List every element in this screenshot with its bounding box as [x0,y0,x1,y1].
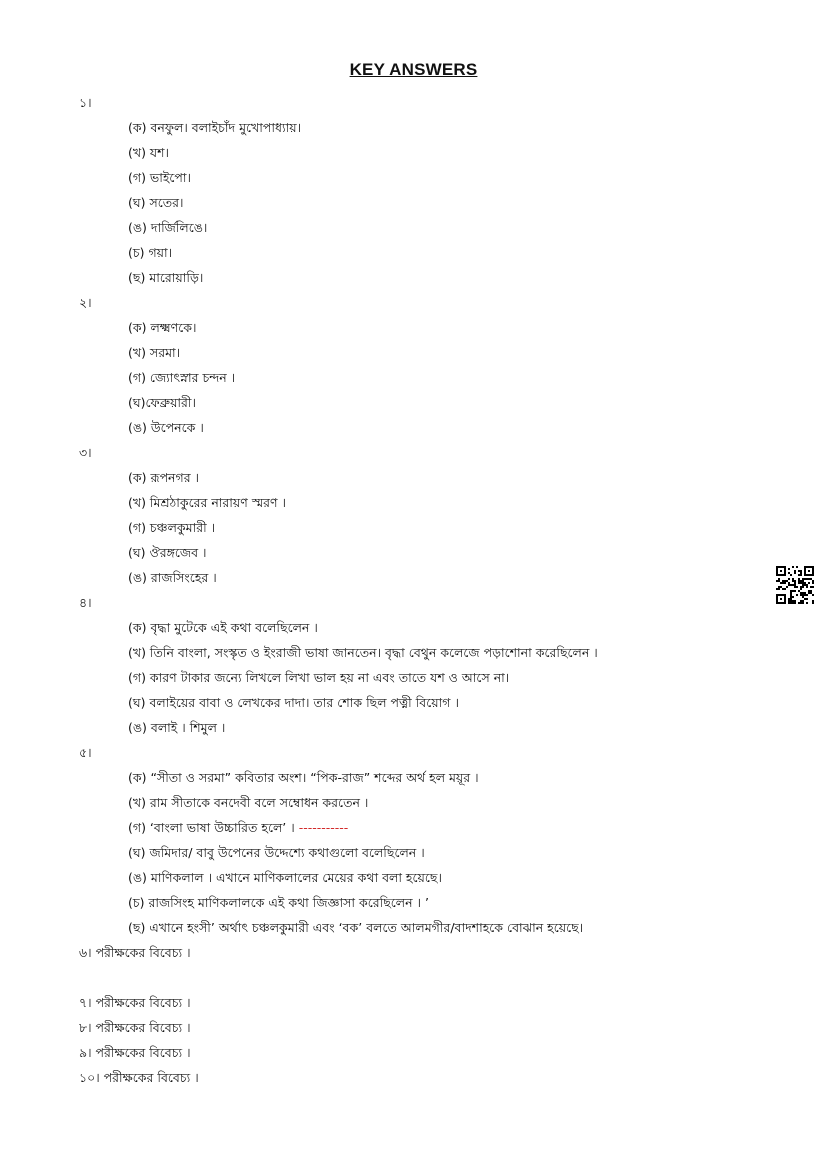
examiner-note: ৮। পরীক্ষকের বিবেচ্য । [79,1020,191,1035]
answer-item: (ক) বৃদ্ধা মুটেকে এই কথা বলেছিলেন । [128,620,318,635]
answer-item: (ঘ)ফেব্রুয়ারী। [128,395,196,410]
answer-item: (ক) লক্ষ্মণকে। [128,320,197,335]
qr-code-icon [776,566,814,604]
answer-item: (ঘ) জমিদার/ বাবু উপেনের উদ্দেশ্যে কথাগুলো বলেছিলেন । [128,845,425,860]
examiner-note: ১০। পরীক্ষকের বিবেচ্য । [79,1070,199,1085]
question-number: ১। [79,95,92,110]
answer-item: (ঘ) ঔরঙ্গজেব । [128,545,207,560]
answer-item: (ছ) এখানে হংসী’ অর্থাৎ চঞ্চলকুমারী এবং ‘বক’ বলতে আলমগীর/বাদশাহকে বোঝান হয়েছে। [128,920,584,935]
answer-item: (ক) বনফুল। বলাইচাঁদ মুখোপাধ্যায়। [128,120,302,135]
answer-item: (খ) সরমা। [128,345,181,360]
answer-item: (ঙ) মাণিকলাল । এখানে মাণিকলালের মেয়ের কথা বলা হয়েছে। [128,870,442,885]
answer-item: (খ) যশ। [128,145,170,160]
question-number: ৪। [79,595,92,610]
answer-item: (চ) রাজসিংহ মাণিকলালকে এই কথা জিজ্ঞাসা করেছিলেন । ’ [128,895,429,910]
answer-item: (ছ) মারোয়াড়ি। [128,270,204,285]
answer-item: (ঙ) দার্জিলিঙে। [128,220,208,235]
question-number: ২। [79,295,92,310]
answer-item: (গ) চঞ্চলকুমারী । [128,520,216,535]
page-title: KEY ANSWERS [349,60,478,79]
answer-item: (গ) ‘বাংলা ভাষা উচ্চারিত হলে’ । ----------- [128,820,349,835]
answer-item: (ক) “সীতা ও সরমা” কবিতার অংশ। “পিক-রাজ” শব্দের অর্থ হল ময়ূর । [128,770,479,785]
answer-item: (খ) মিশ্রঠাকুরের নারায়ণ স্মরণ । [128,495,287,510]
answer-item: (গ) ভাইপো। [128,170,191,185]
answer-item: (গ) জ্যোৎস্নার চন্দন । [128,370,236,385]
answer-item: (চ) গয়া। [128,245,173,260]
examiner-note: ৭। পরীক্ষকের বিবেচ্য । [79,995,191,1010]
answer-item: (ঙ) বলাই । শিমুল । [128,720,226,735]
answer-item: (ঘ) বলাইয়ের বাবা ও লেখকের দাদা। তার শোক ছিল পত্নী বিয়োগ । [128,695,459,710]
answer-item: (খ) রাম সীতাকে বনদেবী বলে সম্বোধন করতেন । [128,795,369,810]
examiner-note: ৬। পরীক্ষকের বিবেচ্য । [79,945,191,960]
question-number: ৩। [79,445,92,460]
answer-item: (ঙ) রাজসিংহের । [128,570,217,585]
answer-blank: ----------- [294,820,349,835]
answer-item: (ঙ) উপেনকে । [128,420,204,435]
answer-item: (ঘ) সতের। [128,195,184,210]
answer-item: (গ) কারণ টাকার জন্যে লিখলে লিখা ভাল হয় না এবং তাতে যশ ও আসে না। [128,670,510,685]
answer-item: (ক) রূপনগর । [128,470,200,485]
question-number: ৫। [79,745,92,760]
examiner-note: ৯। পরীক্ষকের বিবেচ্য । [79,1045,191,1060]
answer-item: (খ) তিনি বাংলা, সংস্কৃত ও ইংরাজী ভাষা জানতেন। বৃদ্ধা বেথুন কলেজে পড়াশোনা করেছিলেন । [128,645,598,660]
